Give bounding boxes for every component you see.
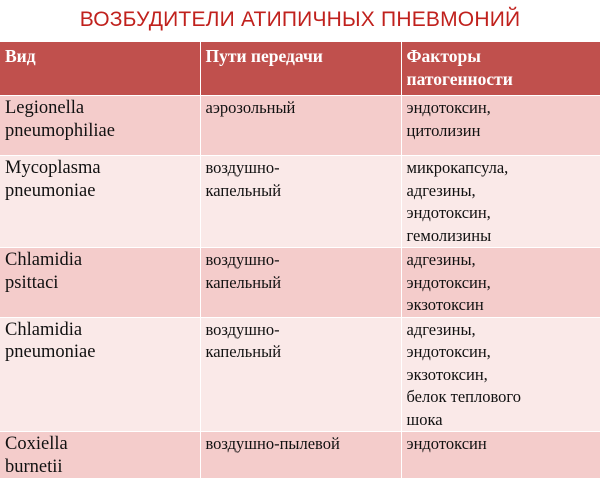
cell-line: pneumoniae (5, 342, 96, 362)
slide-title: ВОЗБУДИТЕЛИ АТИПИЧНЫХ ПНЕВМОНИЙ (79, 8, 521, 31)
cell-factors (401, 96, 600, 156)
cell-line: Mycoplasma (5, 158, 101, 178)
cell-line: воздушно- (205, 158, 280, 177)
pathogens-table-container (0, 42, 600, 477)
cell-line: эндотоксин, (406, 272, 491, 292)
table-row (0, 248, 600, 318)
cell-line: адгезины, (406, 319, 476, 339)
table-header-row (0, 42, 600, 96)
header-line: Факторы (406, 46, 481, 66)
cell-species (0, 156, 200, 248)
cell-line: адгезины, (406, 180, 476, 200)
cell-species (0, 317, 200, 432)
cell-route (200, 156, 401, 248)
cell-line: капельный (205, 180, 282, 200)
cell-line: эндотоксин, (406, 98, 491, 117)
cell-line: эндотоксин (406, 434, 487, 453)
table-row (0, 432, 600, 479)
pathogens-table (0, 42, 600, 479)
cell-line: белок теплового (406, 387, 522, 406)
cell-species (0, 96, 200, 156)
cell-line: аэрозольный (205, 98, 296, 117)
cell-line: цитолизин (406, 120, 481, 140)
cell-factors (401, 248, 600, 318)
cell-route (200, 248, 401, 318)
cell-line: микрокапсула, (406, 158, 509, 177)
cell-line: адгезины, (406, 250, 476, 269)
cell-line: psittaci (5, 272, 59, 293)
header-route (200, 42, 401, 96)
header-species (0, 42, 200, 96)
cell-factors (401, 156, 600, 248)
cell-line: pneumoniae (5, 180, 96, 201)
table-row (0, 156, 600, 248)
cell-line: Chlamidia (5, 250, 83, 270)
cell-line: экзотоксин (406, 295, 484, 314)
cell-factors (401, 432, 600, 479)
header-line: Пути передачи (205, 46, 323, 66)
cell-line: капельный (205, 272, 282, 292)
cell-line: шока (406, 409, 443, 429)
cell-line: Coxiella (5, 434, 68, 454)
cell-line: экзотоксин, (406, 364, 488, 384)
cell-factors (401, 317, 600, 432)
cell-line: Legionella (5, 98, 85, 118)
cell-line: burnetii (5, 456, 63, 477)
table-row (0, 317, 600, 432)
header-line: патогенности (406, 68, 513, 89)
cell-line: воздушно- (205, 250, 280, 269)
cell-route (200, 317, 401, 432)
cell-line: гемолизины (406, 225, 492, 245)
cell-route (200, 432, 401, 479)
cell-line: эндотоксин, (406, 342, 491, 361)
cell-line: капельный (205, 342, 282, 361)
cell-line: pneumophiliae (5, 120, 115, 141)
cell-line: эндотоксин, (406, 203, 491, 222)
header-line: Вид (5, 46, 36, 66)
cell-route (200, 96, 401, 156)
table-row (0, 96, 600, 156)
header-factors (401, 42, 600, 96)
cell-species (0, 432, 200, 479)
cell-line: воздушно- (205, 319, 280, 339)
cell-species (0, 248, 200, 318)
cell-line: Chlamidia (5, 319, 83, 340)
cell-line: воздушно-пылевой (205, 434, 340, 453)
